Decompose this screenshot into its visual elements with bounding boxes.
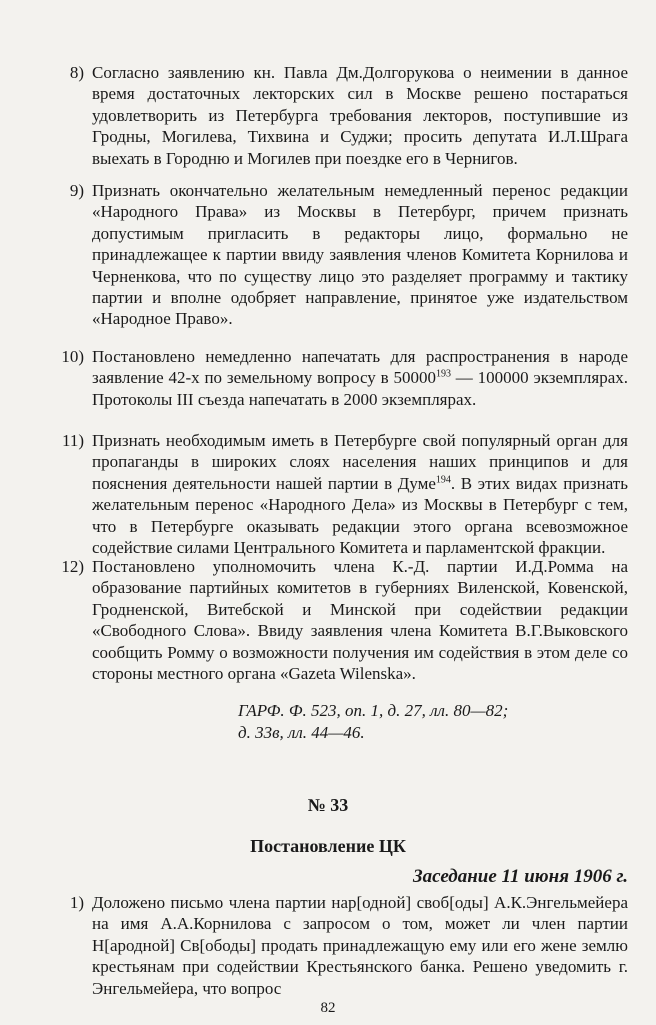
- item-text: Согласно заявлению кн. Павла Дм.Долгорукова о неимении в данное время достаточных лекторских сил в Москве решено постараться удовлетворить из Петербурга требования лекторов, поступившие из Гродны, Могилева, Тихвина и Суджи; просить депутата И.Л.Шрага выехать в Городню и Могилев при поездке его в Чернигов.: [92, 63, 628, 168]
- item-text: [92, 346, 628, 410]
- source-line-2: д. 33в, лл. 44—46.: [238, 723, 365, 742]
- item-text-part: — 100000 экземплярах. Протоколы III съезда напечатать в 2000 экземплярах.: [92, 368, 629, 409]
- list-item-11: [40, 430, 628, 558]
- footnote-ref: 194: [435, 474, 451, 486]
- item-text-part: . В этих видах признать желательным перенос «Народного Дела» из Москвы в Петербург с тем, что в Петербурге оказывать редакции этого органа всевозможное содействие силами Центрального Комитета и парламентской фракции.: [92, 473, 628, 558]
- list-item-10: [40, 346, 628, 410]
- footnote-ref: 193: [435, 368, 451, 380]
- item-text-part: Постановлено немедленно напечатать для распространения в народе заявление 42-х по земельному вопросу в 50000: [92, 347, 628, 388]
- item-number: 1): [69, 893, 84, 912]
- document-title: Постановление ЦК: [250, 836, 406, 856]
- item-text: Признать окончательно желательным немедленный перенос редакции «Народного Права» из Москвы в Петербург, причем признать допустимым пригласить в редакторы лицо, формально не принадлежащее к партии ввиду заявления членов Комитета Корнилова и Черненкова, что по существу лицо это разделяет программу и тактику партии и вполне одобряет направление, принятое уже издательством «Народное Право».: [92, 181, 628, 329]
- document-number: № 33: [307, 795, 349, 815]
- item-text-part: Признать необходимым иметь в Петербурге свой популярный орган для пропаганды в широких слоях населения наших принципов и для пояснения деятельности нашей партии в Думе: [92, 431, 628, 493]
- session-heading: Заседание 11 июня 1906 г.: [412, 866, 628, 887]
- source-line-1: ГАРФ. Ф. 523, оп. 1, д. 27, лл. 80—82;: [238, 701, 509, 720]
- item-number: 11): [61, 431, 84, 450]
- archive-source-reference: [238, 700, 628, 744]
- list-item-12: [40, 556, 628, 684]
- page-number: 82: [320, 1000, 336, 1016]
- item-number: 8): [69, 63, 84, 82]
- item-number: 12): [61, 557, 84, 576]
- item-text: [92, 430, 628, 558]
- item-number: 9): [69, 181, 84, 200]
- list-item-8: [40, 62, 628, 169]
- item-number: 10): [61, 347, 84, 366]
- list-item-9: [40, 180, 628, 330]
- item-text: Постановлено уполномочить члена К.-Д. партии И.Д.Ромма на образование партийных комитетов в губерниях Виленской, Ковенской, Гродненской, Витебской и Минской при содействии редакции «Свободного Слова». Ввиду заявления члена Комитета В.Г.Выковского сообщить Ромму о возможности получения им содействия в этом деле со стороны местного органа «Gazeta Wilenska».: [92, 557, 628, 684]
- item-text: Доложено письмо члена партии нар[одной] своб[оды] А.К.Энгельмейера на имя А.А.Корнилова с запросом о том, может ли член партии Н[ародной] Св[ободы] продать принадлежащую ему или его жене землю крестьянам при содействии Крестьянского банка. Решено уведомить г. Энгельмейера, что вопрос: [92, 893, 628, 998]
- list-item-1: [40, 892, 628, 999]
